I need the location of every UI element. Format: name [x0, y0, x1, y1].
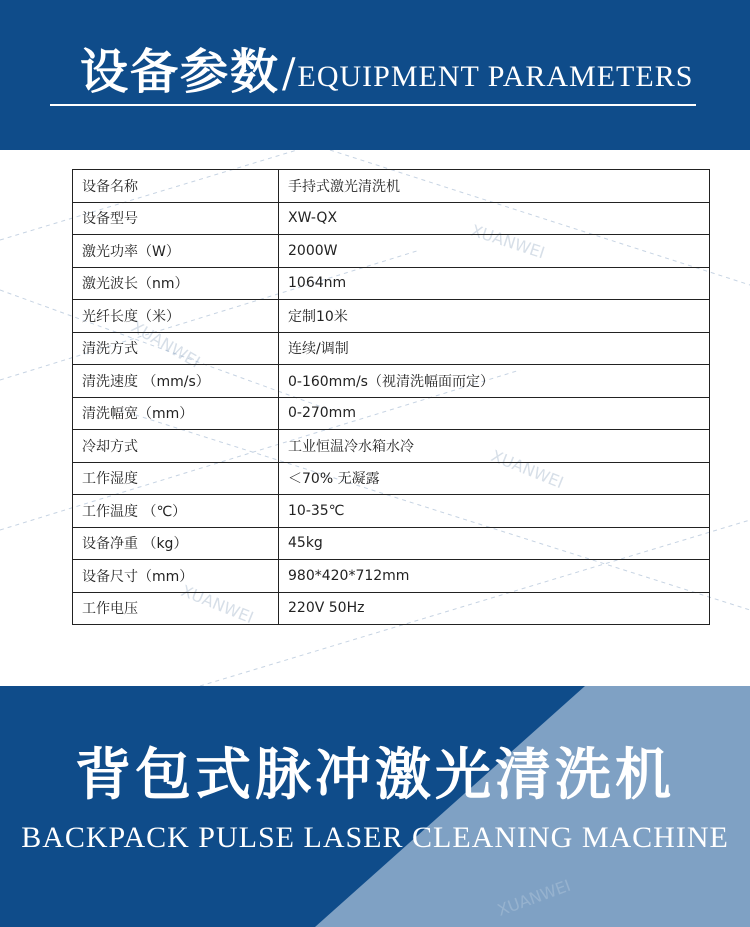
param-label: 清洗幅宽（mm）: [73, 397, 279, 430]
param-value: 0-270mm: [279, 397, 710, 430]
param-label: 激光功率（W）: [73, 235, 279, 268]
param-label: 设备名称: [73, 170, 279, 203]
page-title-en: EQUIPMENT PARAMETERS: [297, 60, 694, 93]
param-label: 工作湿度: [73, 462, 279, 495]
table-row: [73, 430, 710, 463]
table-row: [73, 365, 710, 398]
table-row: [73, 235, 710, 268]
param-value: 工业恒温冷水箱水冷: [279, 430, 710, 463]
param-value: 1064nm: [279, 267, 710, 300]
watermark-text: XUANWEI: [488, 446, 567, 493]
watermark-text: XUANWEI: [128, 317, 204, 372]
table-row: [73, 170, 710, 203]
table-row: [73, 462, 710, 495]
param-label: 激光波长（nm）: [73, 267, 279, 300]
param-label: 工作电压: [73, 592, 279, 625]
table-row: [73, 495, 710, 528]
page-title: [80, 40, 693, 102]
title-underline: [50, 104, 696, 106]
param-value: 连续/调制: [279, 332, 710, 365]
param-value: ＜70% 无凝露: [279, 462, 710, 495]
table-row: [73, 527, 710, 560]
param-label: 清洗方式: [73, 332, 279, 365]
page-title-separator: /: [282, 51, 296, 97]
table-row: [73, 560, 710, 593]
table-row: [73, 332, 710, 365]
param-value: XW-QX: [279, 202, 710, 235]
parameters-table: [72, 169, 710, 628]
product-title-cn: 背包式脉冲激光清洗机: [75, 743, 675, 808]
param-value: 定制10米: [279, 300, 710, 333]
param-value: 10-35℃: [279, 495, 710, 528]
table-row: [73, 397, 710, 430]
param-label: 光纤长度（米）: [73, 300, 279, 333]
param-label: 清洗速度 （mm/s）: [73, 365, 279, 398]
param-value: 220V 50Hz: [279, 592, 710, 625]
product-title-en: BACKPACK PULSE LASER CLEANING MACHINE: [21, 821, 729, 854]
param-label: 工作温度 （℃）: [73, 495, 279, 528]
param-label: 设备尺寸（mm）: [73, 560, 279, 593]
param-label: 冷却方式: [73, 430, 279, 463]
table-row: [73, 592, 710, 625]
param-label: 设备型号: [73, 202, 279, 235]
param-label: 设备净重 （kg）: [73, 527, 279, 560]
watermark-text: XUANWEI: [178, 581, 257, 628]
param-value: 45kg: [279, 527, 710, 560]
watermark-text: XUANWEI: [468, 220, 548, 263]
param-value: 手持式激光清洗机: [279, 170, 710, 203]
param-value: 980*420*712mm: [279, 560, 710, 593]
param-value: 0-160mm/s（视清洗幅面而定）: [279, 365, 710, 398]
param-value: 2000W: [279, 235, 710, 268]
watermark-text: XUANWEI: [494, 875, 574, 920]
table-row: [73, 300, 710, 333]
table-row: [73, 202, 710, 235]
header-banner: [0, 0, 750, 150]
table-row: [73, 267, 710, 300]
page-title-cn: 设备参数: [80, 44, 281, 100]
